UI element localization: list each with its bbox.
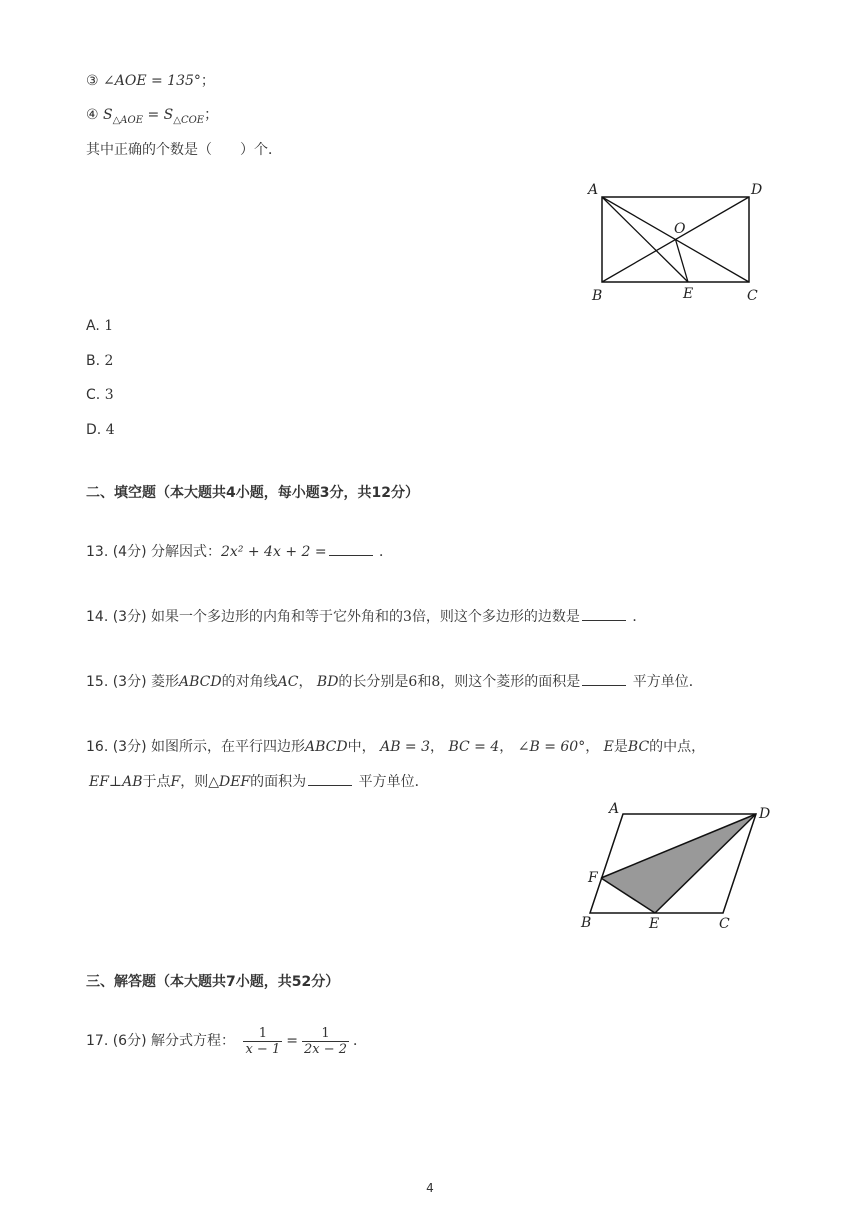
label-a: A bbox=[609, 801, 620, 817]
label-b: B bbox=[592, 288, 603, 304]
label-c: C bbox=[719, 916, 730, 932]
question-end: ． bbox=[632, 609, 647, 625]
question-expr: 2x² + 4x + 2 = bbox=[221, 544, 327, 560]
question-text: 中， bbox=[347, 739, 376, 755]
question-15 bbox=[86, 673, 703, 691]
statement-expr: ∠AOE = 135° bbox=[103, 73, 201, 89]
option-value: 3 bbox=[104, 387, 114, 403]
question-16-line-2 bbox=[89, 773, 429, 791]
option-value: 1 bbox=[104, 318, 114, 334]
label-b: B bbox=[581, 915, 592, 931]
fraction-left bbox=[243, 1026, 282, 1057]
question-text: ， bbox=[585, 739, 600, 755]
option-a bbox=[86, 317, 113, 335]
question-text: 的长分别是 bbox=[338, 674, 409, 690]
question-text: 解分式方程： bbox=[151, 1033, 236, 1049]
question-text: 和 bbox=[417, 674, 432, 690]
option-d bbox=[86, 421, 115, 439]
question-text: ，则 bbox=[180, 774, 209, 790]
question-text: 倍，则这个多边形的边数是 bbox=[411, 609, 580, 625]
question-math: EF⊥AB bbox=[89, 774, 143, 790]
question-14 bbox=[86, 608, 646, 626]
statement-mark: ③ bbox=[86, 73, 99, 89]
answer-blank[interactable] bbox=[582, 673, 626, 686]
question-math: △DEF bbox=[208, 774, 251, 790]
option-letter: C. bbox=[86, 387, 101, 403]
question-score: (4分) bbox=[112, 544, 147, 560]
question-end: 平方单位． bbox=[632, 674, 703, 690]
option-letter: B. bbox=[86, 353, 101, 369]
question-16-line-1 bbox=[86, 738, 705, 756]
question-number: 15. bbox=[86, 674, 109, 690]
question-text: 的中点， bbox=[649, 739, 706, 755]
equals: = bbox=[143, 107, 164, 123]
question-score: (3分) bbox=[112, 609, 147, 625]
rectangle-figure bbox=[580, 178, 780, 306]
question-math: AB = 3 bbox=[380, 739, 431, 755]
label-e: E bbox=[683, 286, 694, 302]
parallelogram-figure bbox=[575, 798, 780, 938]
question-text: 如果一个多边形的内角和等于它外角和的 bbox=[151, 609, 404, 625]
label-f: F bbox=[588, 870, 598, 886]
statement-tail: ； bbox=[200, 73, 215, 89]
option-value: 2 bbox=[104, 353, 114, 369]
section-3-title: 三、解答题（本大题共7小题，共52分） bbox=[86, 974, 340, 990]
question-end: ． bbox=[379, 544, 394, 560]
question-text: 于点 bbox=[142, 774, 171, 790]
question-text: 是 bbox=[613, 739, 628, 755]
label-a: A bbox=[588, 182, 599, 198]
question-text: ， bbox=[430, 739, 445, 755]
question-text: ，则这个菱形的面积是 bbox=[440, 674, 581, 690]
question-number-value: 8 bbox=[431, 674, 441, 690]
question-text: 如图所示，在平行四边形 bbox=[151, 739, 306, 755]
label-o: O bbox=[674, 221, 686, 237]
question-math: F bbox=[170, 774, 181, 790]
question-score: (3分) bbox=[112, 674, 147, 690]
question-17 bbox=[86, 1024, 367, 1058]
option-letter: D. bbox=[86, 422, 102, 438]
answer-blank[interactable] bbox=[582, 608, 626, 621]
label-d: D bbox=[751, 182, 763, 198]
question-number: 13. bbox=[86, 544, 109, 560]
question-number: 17. bbox=[86, 1033, 109, 1049]
question-end: ． bbox=[353, 1033, 367, 1049]
question-math: AC bbox=[277, 674, 299, 690]
question-score: (6分) bbox=[112, 1033, 147, 1049]
statement-mark: ④ bbox=[86, 107, 99, 123]
question-text: ， bbox=[298, 674, 313, 690]
question-number-value: 6 bbox=[408, 674, 418, 690]
question-text: 的面积为 bbox=[250, 774, 307, 790]
question-end: 平方单位． bbox=[358, 774, 429, 790]
answer-blank[interactable] bbox=[308, 773, 352, 786]
question-text: 分解因式： bbox=[151, 544, 222, 560]
statement-tail: ； bbox=[204, 107, 219, 123]
question-math: ABCD bbox=[305, 739, 348, 755]
question-number: 14. bbox=[86, 609, 109, 625]
fraction-denominator: x − 1 bbox=[245, 1041, 281, 1057]
question-math: ∠B = 60° bbox=[517, 739, 586, 755]
label-d: D bbox=[759, 806, 771, 822]
triangle-def-fill bbox=[601, 814, 756, 913]
statement-4 bbox=[86, 106, 218, 130]
question-text: 菱形 bbox=[151, 674, 180, 690]
option-b bbox=[86, 352, 113, 370]
area-s1-sub: △AOE bbox=[112, 114, 144, 126]
section-2-title: 二、填空题（本大题共4小题，每小题3分，共12分） bbox=[86, 485, 419, 501]
question-text: 的对角线 bbox=[221, 674, 278, 690]
fraction-denominator: 2x − 2 bbox=[303, 1041, 347, 1057]
question-number-value: 3 bbox=[403, 609, 412, 625]
label-e: E bbox=[649, 916, 660, 932]
area-s1: S bbox=[103, 107, 113, 123]
question-math: BC = 4 bbox=[448, 739, 500, 755]
area-s2-sub: △COE bbox=[173, 114, 205, 126]
page-number: 4 bbox=[426, 1181, 434, 1195]
fraction-numerator: 1 bbox=[321, 1025, 330, 1041]
option-value: 4 bbox=[105, 422, 115, 438]
fraction-right bbox=[302, 1026, 349, 1057]
answer-blank[interactable] bbox=[329, 543, 373, 556]
question-score: (3分) bbox=[112, 739, 147, 755]
question-prompt: 其中正确的个数是（ ）个． bbox=[86, 142, 282, 158]
area-s2: S bbox=[163, 107, 174, 123]
question-13 bbox=[86, 543, 393, 561]
question-math: BD bbox=[316, 674, 339, 690]
question-text: ， bbox=[499, 739, 514, 755]
option-letter: A. bbox=[86, 318, 100, 334]
question-math: BC bbox=[627, 739, 650, 755]
label-c: C bbox=[747, 288, 758, 304]
fraction-numerator: 1 bbox=[258, 1025, 267, 1041]
statement-3 bbox=[86, 72, 215, 90]
question-number: 16. bbox=[86, 739, 109, 755]
question-math: E bbox=[603, 739, 614, 755]
option-c bbox=[86, 386, 114, 404]
equals: = bbox=[286, 1033, 298, 1049]
question-math: ABCD bbox=[179, 674, 222, 690]
